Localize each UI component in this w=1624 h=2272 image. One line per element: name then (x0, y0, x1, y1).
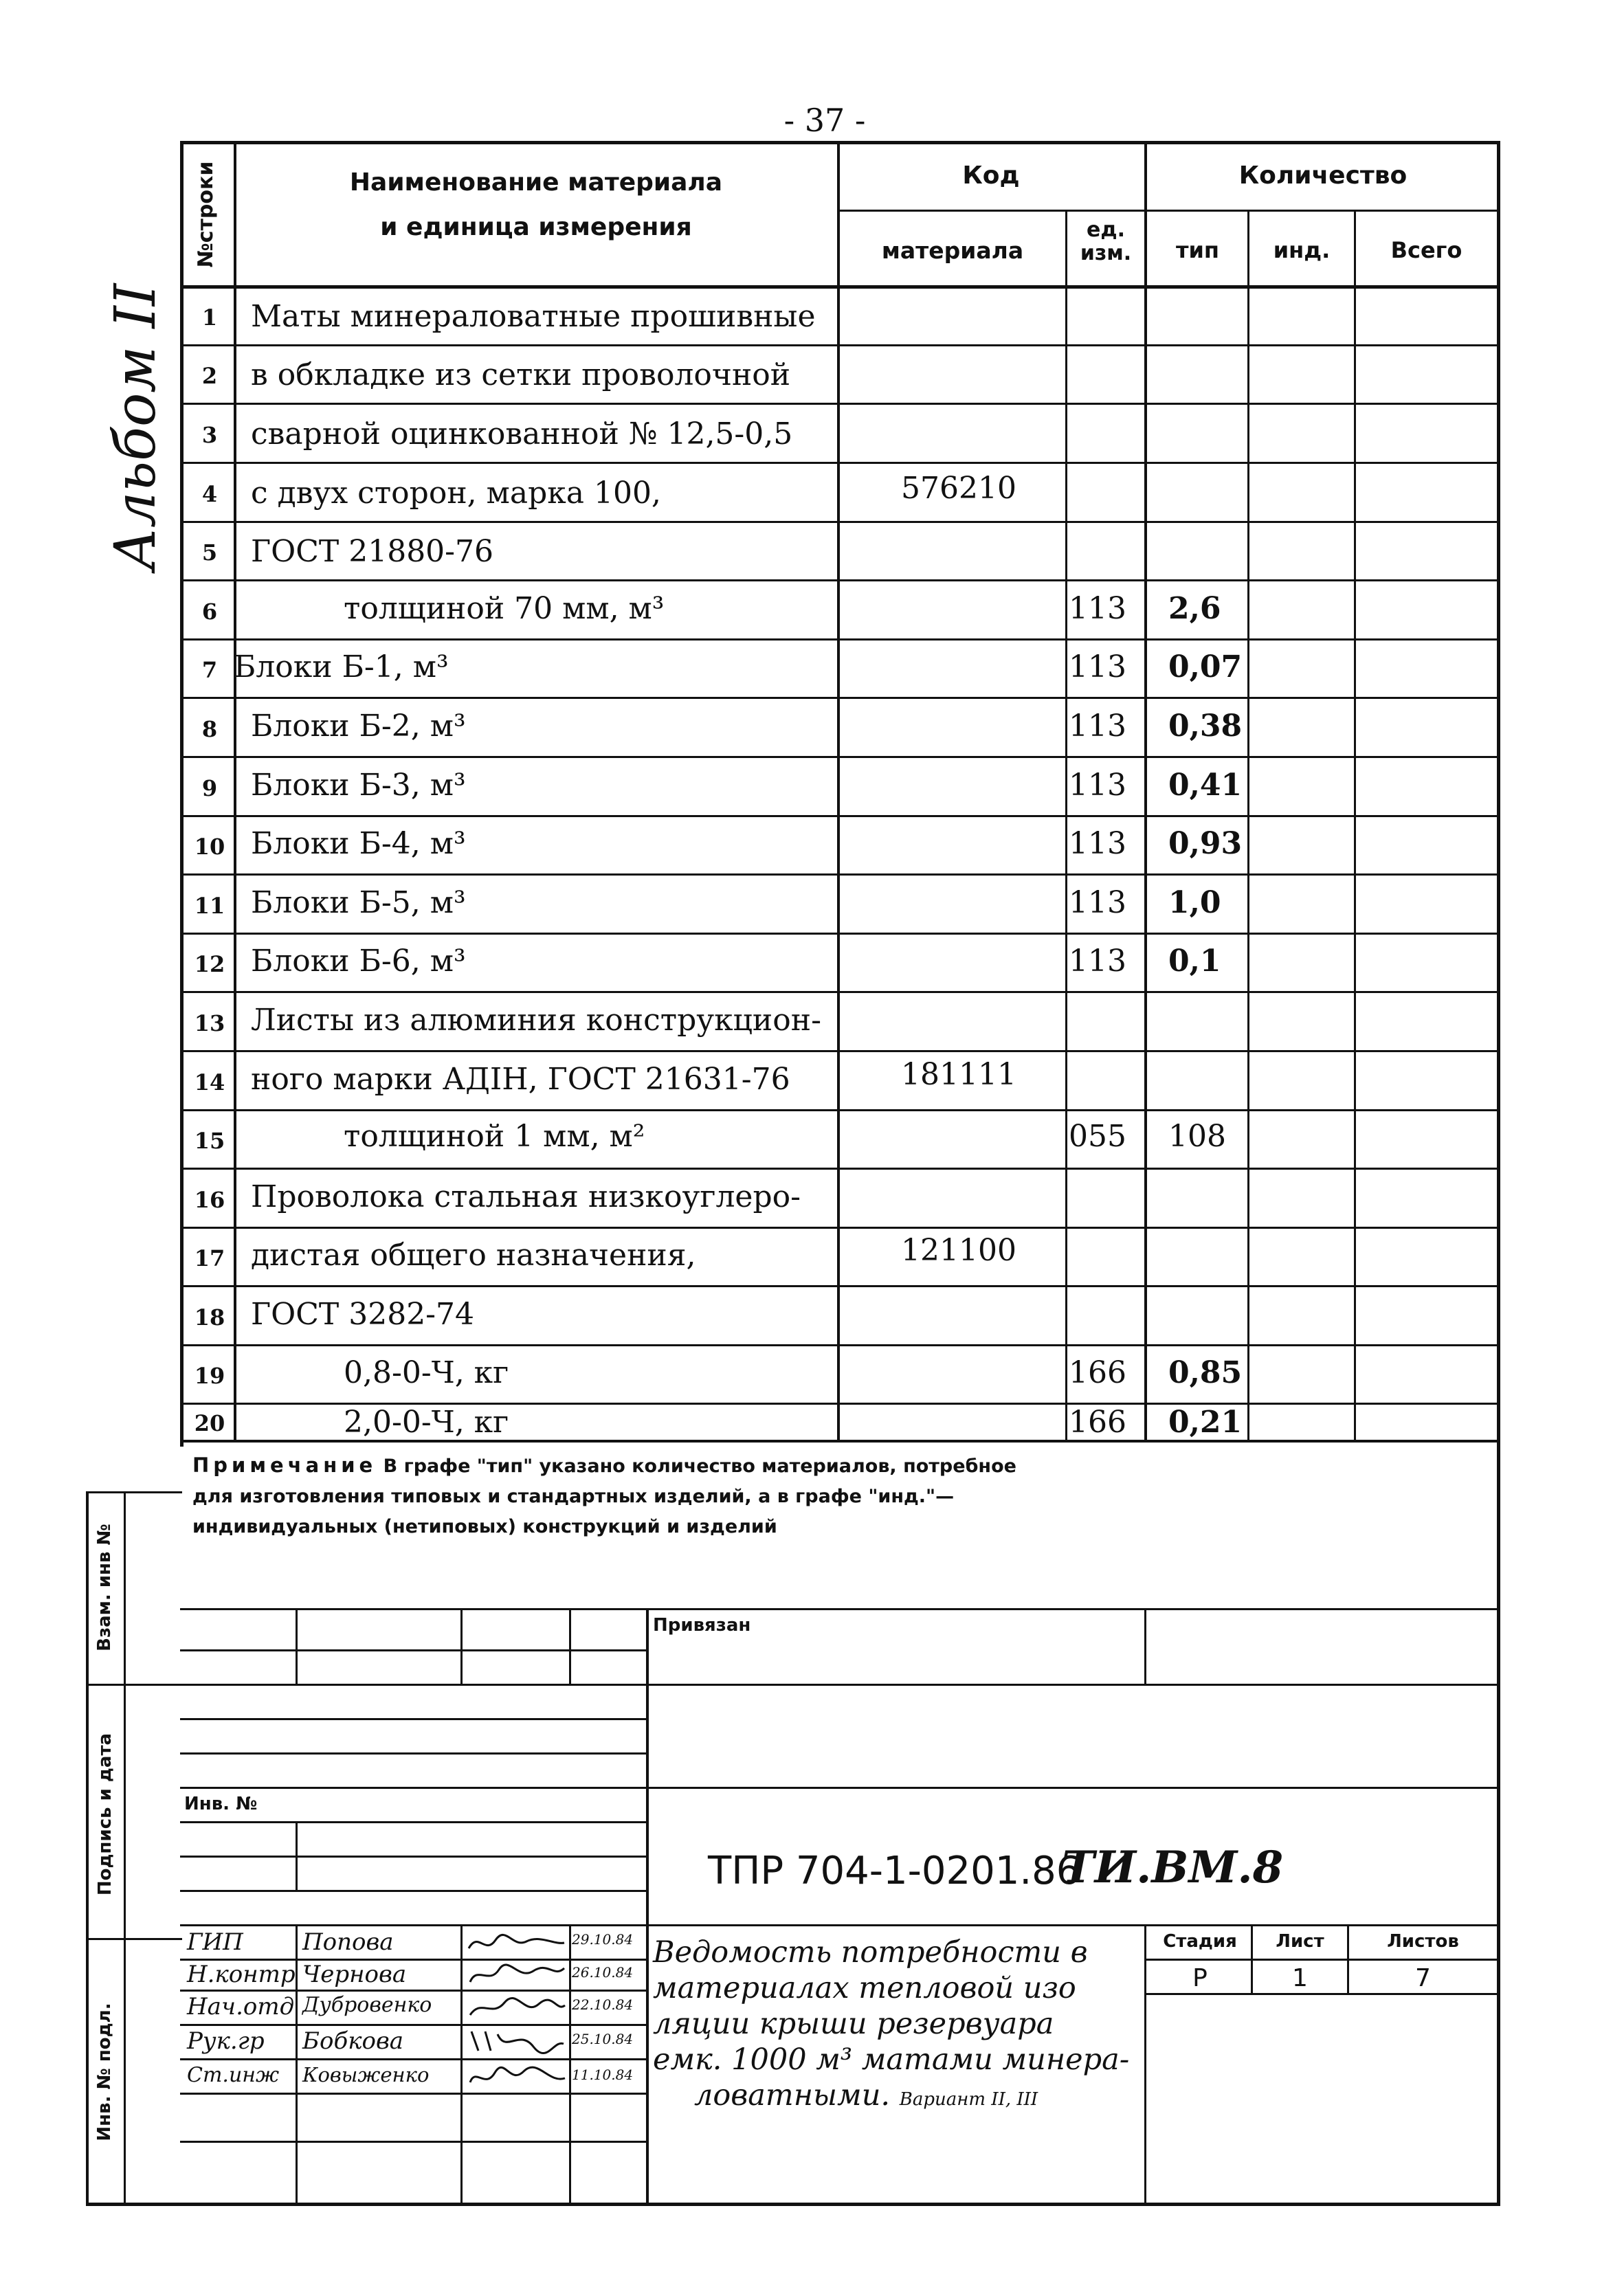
header-qty-type: тип (1175, 237, 1220, 263)
row-number: 9 (201, 775, 218, 801)
row-number: 11 (194, 893, 225, 919)
row-unit: 113 (1069, 826, 1126, 861)
row-name: Маты минераловатные прошивные (251, 299, 816, 334)
inv-no-label: Инв. № (184, 1794, 258, 1814)
row-qty-type: 1,0 (1168, 885, 1221, 920)
row-name: Блоки Б-1, м³ (234, 649, 449, 684)
row-number: 12 (194, 951, 225, 977)
row-name: Проволока стальная низкоуглеро- (251, 1179, 801, 1214)
row-number: 13 (194, 1010, 225, 1036)
document-code: ТПР 704-1-0201.86 (708, 1849, 1081, 1893)
row-name: 0,8-0-Ч, кг (344, 1355, 509, 1390)
signature-icon (465, 2062, 568, 2092)
row-unit: 113 (1069, 768, 1126, 803)
side-label-podpis: Подпись и дата (95, 1733, 115, 1896)
row-unit: 113 (1069, 709, 1126, 744)
row-unit: 113 (1069, 944, 1126, 979)
signer-role: Н.контр (187, 1961, 296, 1988)
row-number: 2 (201, 363, 218, 389)
row-number: 20 (194, 1410, 225, 1436)
signer-date: 11.10.84 (572, 2067, 634, 2083)
row-qty-type: 0,41 (1168, 768, 1243, 803)
row-qty-type: 0,07 (1168, 649, 1243, 684)
sheets-value: 7 (1415, 1964, 1431, 1992)
row-qty-type: 0,1 (1168, 944, 1221, 979)
row-number: 6 (201, 599, 218, 625)
document-title (653, 1935, 1148, 2117)
row-qty-type: 0,38 (1168, 709, 1243, 744)
row-number: 15 (194, 1128, 225, 1154)
note-title: Примечание (192, 1454, 377, 1477)
stage-value: Р (1192, 1964, 1208, 1992)
header-row-number: №строки (194, 161, 218, 268)
signer-name: Попова (302, 1928, 394, 1956)
side-label-inv-podl: Инв. № подл. (94, 2003, 115, 2141)
stage-label: Стадия (1163, 1931, 1237, 1952)
signer-role: ГИП (187, 1928, 243, 1956)
row-name: Блоки Б-4, м³ (251, 826, 466, 861)
signer-name: Чернова (302, 1961, 407, 1988)
row-name: Блоки Б-3, м³ (251, 768, 466, 803)
signature-icon (465, 2026, 568, 2056)
signature-icon (465, 1960, 568, 1987)
signer-date: 29.10.84 (572, 1931, 634, 1948)
row-number: 1 (201, 304, 218, 331)
row-qty-type: 0,21 (1168, 1405, 1243, 1440)
sheet-value: 1 (1292, 1964, 1308, 1992)
row-unit: 113 (1069, 591, 1126, 626)
row-number: 3 (201, 422, 218, 448)
signature-icon (465, 1928, 568, 1958)
header-code: Код (962, 162, 1020, 190)
album-label: Альбом II (103, 283, 168, 570)
signer-role: Ст.инж (187, 2063, 280, 2087)
row-qty-type: 108 (1168, 1119, 1226, 1154)
signer-role: Нач.отд (187, 1993, 295, 2020)
row-name: толщиной 1 мм, м² (344, 1119, 645, 1154)
title-line: емк. 1000 м³ матами минера- (653, 2042, 1130, 2077)
row-unit: 055 (1069, 1119, 1126, 1154)
signer-date: 26.10.84 (572, 1964, 634, 1981)
row-name: Блоки Б-2, м³ (251, 709, 466, 744)
row-qty-type: 0,93 (1168, 826, 1243, 861)
row-number: 7 (201, 657, 218, 683)
row-qty-type: 0,85 (1168, 1355, 1243, 1390)
row-number: 14 (194, 1069, 225, 1095)
page-number: - 37 - (783, 102, 866, 139)
signer-role: Рук.гр (187, 2027, 265, 2055)
row-name: в обкладке из сетки проволочной (251, 357, 791, 392)
row-number: 10 (194, 834, 225, 860)
signer-date: 25.10.84 (572, 2031, 634, 2047)
row-name: Блоки Б-6, м³ (251, 944, 466, 979)
privyazan-label: Привязан (653, 1615, 751, 1636)
note (192, 1450, 1017, 1542)
header-name-line2: и единица измерения (380, 213, 692, 241)
title-line: материалах тепловой изо (653, 1971, 1076, 2005)
variant-note: Вариант II, III (899, 2089, 1038, 2110)
row-name: Листы из алюминия конструкцион- (251, 1003, 821, 1038)
header-code-unit: ед. изм. (1080, 218, 1132, 265)
row-name: толщиной 70 мм, м³ (344, 591, 665, 626)
row-name: ного марки АДIН, ГОСТ 21631-76 (251, 1062, 790, 1097)
row-number: 4 (201, 481, 218, 507)
document-suffix: ТИ.ВМ.8 (1062, 1842, 1284, 1893)
title-line: ловатными. (694, 2078, 891, 2113)
row-qty-type: 2,6 (1168, 591, 1221, 626)
header-quantity: Количество (1238, 162, 1408, 190)
signature-icon (465, 1992, 568, 2022)
title-line: ляции крыши резервуара (653, 2007, 1054, 2041)
title-line: Ведомость потребности в (653, 1935, 1088, 1970)
row-name: 2,0-0-Ч, кг (344, 1405, 509, 1440)
row-number: 16 (194, 1187, 225, 1213)
row-name: сварной оцинкованной № 12,5-0,5 (251, 416, 793, 452)
sheet-label: Лист (1276, 1931, 1324, 1952)
row-unit: 113 (1069, 885, 1126, 920)
row-unit: 113 (1069, 649, 1126, 684)
row-number: 5 (201, 539, 218, 566)
signer-date: 22.10.84 (572, 1996, 634, 2013)
header-code-material: материала (881, 237, 1024, 264)
title-line-last (653, 2078, 1148, 2117)
sheets-label: Листов (1387, 1931, 1459, 1952)
row-code: 576210 (901, 471, 1016, 506)
side-label-vzam: Взам. инв № (94, 1524, 115, 1651)
row-number: 8 (201, 716, 218, 742)
header-qty-total: Всего (1390, 237, 1462, 263)
row-unit: 166 (1069, 1405, 1126, 1440)
row-unit: 166 (1069, 1355, 1126, 1390)
row-number: 17 (194, 1245, 225, 1271)
header-name: Наименование материала (349, 168, 723, 197)
row-name: с двух сторон, марка 100, (251, 476, 661, 511)
row-code: 121100 (901, 1233, 1016, 1268)
signer-name: Бобкова (302, 2027, 404, 2055)
note-text: В графе "тип" указано количество материалов, потребное для изготовления типовых и стандартных изделий, а в графе "инд."— индивидуальных (нетиповых) конструкций и изделий (192, 1456, 1016, 1537)
row-name: Блоки Б-5, м³ (251, 885, 466, 920)
row-number: 19 (194, 1363, 225, 1389)
row-name: ГОСТ 3282-74 (251, 1297, 475, 1332)
row-code: 181111 (901, 1057, 1016, 1092)
row-name: ГОСТ 21880-76 (251, 534, 494, 569)
signer-name: Ковыженко (302, 2063, 430, 2086)
row-name: дистая общего назначения, (251, 1238, 696, 1273)
header-qty-ind: инд. (1273, 237, 1331, 263)
row-number: 18 (194, 1304, 225, 1330)
signer-name: Дубровенко (302, 1993, 432, 2017)
